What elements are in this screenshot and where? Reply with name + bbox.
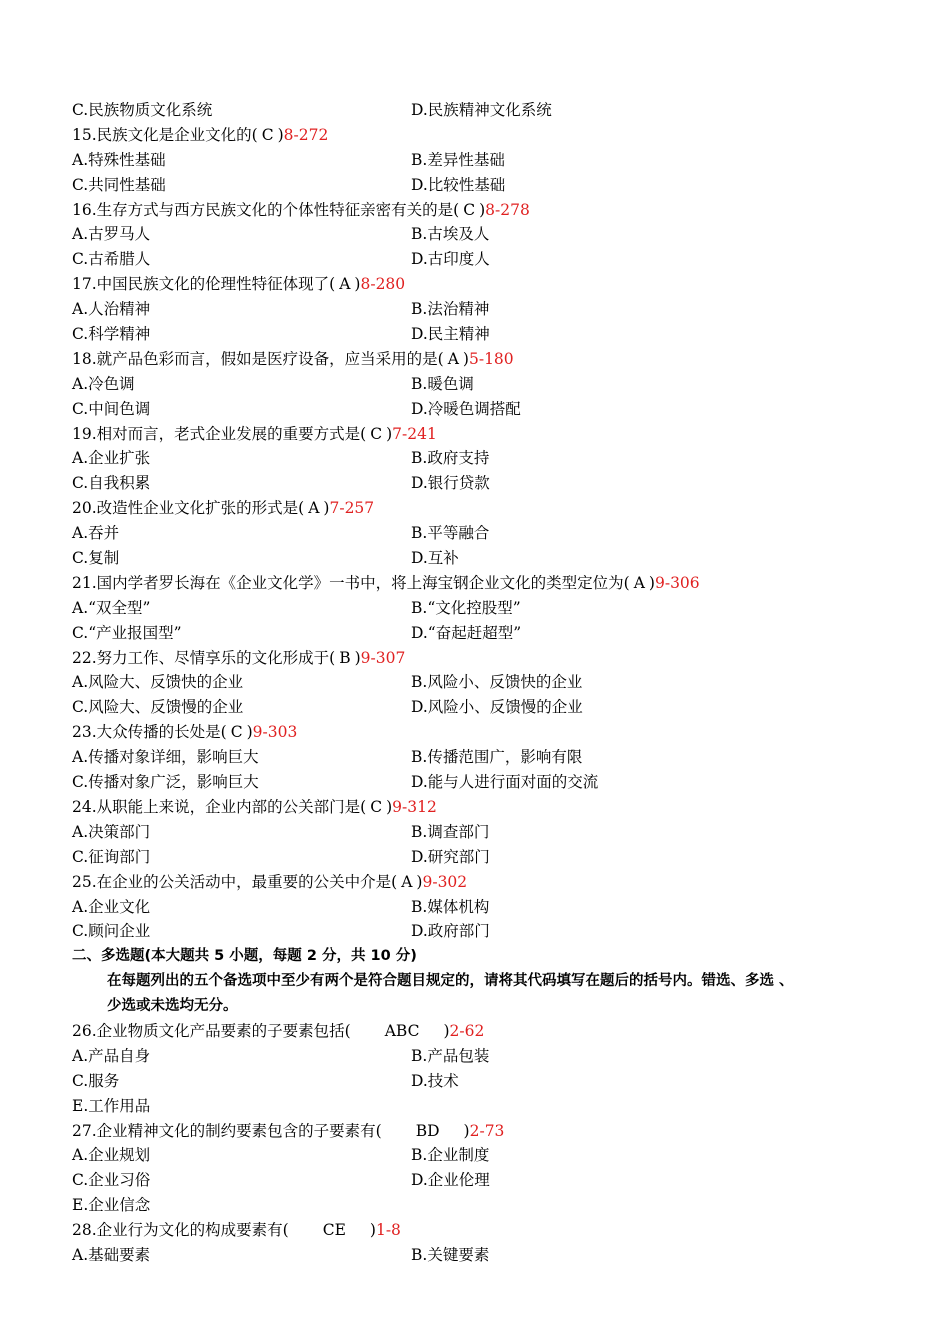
page-reference: 5-180 <box>468 349 514 368</box>
option-right: B.法治精神 <box>411 300 490 319</box>
option-right: D.能与人进行面对面的交流 <box>411 773 599 792</box>
question-line <box>72 646 902 671</box>
option-row <box>72 1069 902 1094</box>
option-row <box>72 1168 902 1193</box>
option-row <box>72 695 902 720</box>
close-paren: ) <box>416 872 423 891</box>
option-right: D.风险小、反馈慢的企业 <box>411 698 583 717</box>
exam-document <box>72 98 902 1268</box>
option-left: A.冷色调 <box>72 374 135 393</box>
close-paren: ) <box>479 200 486 219</box>
option-row <box>72 148 902 173</box>
option-row <box>72 247 902 272</box>
option-row <box>72 297 902 322</box>
option-left: C.风险大、反馈慢的企业 <box>72 698 244 717</box>
option-right: D.银行贷款 <box>411 474 490 493</box>
option-left: C.传播对象广泛，影响巨大 <box>72 773 259 792</box>
option-left: A.企业文化 <box>72 897 151 916</box>
question-line <box>72 1119 902 1144</box>
option-row <box>72 621 902 646</box>
option-right: B.政府支持 <box>411 449 490 468</box>
answer-text: A <box>401 872 413 891</box>
question-line <box>72 720 902 745</box>
option-right: B.古埃及人 <box>411 225 490 244</box>
answer-text: A <box>308 499 320 518</box>
question-text: 19.相对而言，老式企业发展的重要方式是( <box>72 424 367 443</box>
option-right: D.政府部门 <box>411 922 490 941</box>
option-left: E.企业信念 <box>72 1196 151 1215</box>
option-left: C.征询部门 <box>72 847 151 866</box>
option-left: A.企业规划 <box>72 1146 151 1165</box>
option-row <box>72 845 902 870</box>
close-paren: ) <box>369 1221 376 1240</box>
option-row <box>72 322 902 347</box>
option-row <box>72 446 902 471</box>
close-paren: ) <box>463 1121 470 1140</box>
question-line <box>72 1019 902 1044</box>
answer-text: C <box>370 797 383 816</box>
question-text: 24.从职能上来说，企业内部的公关部门是( <box>72 797 367 816</box>
option-row <box>72 1243 902 1268</box>
option-left: A.基础要素 <box>72 1245 151 1264</box>
option-row <box>72 1094 902 1119</box>
option-row <box>72 372 902 397</box>
option-left: C.复制 <box>72 549 120 568</box>
option-left: A.人治精神 <box>72 300 151 319</box>
close-paren: ) <box>354 648 361 667</box>
option-right: B.传播范围广，影响有限 <box>411 748 583 767</box>
option-right: B.“文化控股型” <box>411 598 521 617</box>
option-right: D.民主精神 <box>411 325 490 344</box>
question-line <box>72 347 902 372</box>
close-paren: ) <box>648 573 655 592</box>
question-text: 25.在企业的公关活动中，最重要的公关中介是( <box>72 872 398 891</box>
option-row <box>72 820 902 845</box>
option-row <box>72 1044 902 1069</box>
question-text: 28.企业行为文化的构成要素有( <box>72 1221 289 1240</box>
question-text: 18.就产品色彩而言，假如是医疗设备，应当采用的是( <box>72 349 444 368</box>
option-left: A.古罗马人 <box>72 225 151 244</box>
close-paren: ) <box>462 349 469 368</box>
question-text: 26.企业物质文化产品要素的子要素包括( <box>72 1021 351 1040</box>
answer-text: C <box>370 424 383 443</box>
option-right: D.比较性基础 <box>411 175 506 194</box>
answer-text: CE <box>322 1221 346 1240</box>
option-right: B.平等融合 <box>411 524 490 543</box>
option-right: B.调查部门 <box>411 822 490 841</box>
question-line <box>72 1218 902 1243</box>
page-reference: 9-306 <box>654 573 700 592</box>
question-text: 15.民族文化是企业文化的( <box>72 125 258 144</box>
option-right: D.研究部门 <box>411 847 490 866</box>
option-left: A.风险大、反馈快的企业 <box>72 673 244 692</box>
option-left: A.产品自身 <box>72 1046 151 1065</box>
option-row <box>72 521 902 546</box>
answer-text: ABC <box>384 1021 420 1040</box>
page-reference: 8-280 <box>360 275 406 294</box>
option-row <box>72 1193 902 1218</box>
question-line <box>72 496 902 521</box>
option-left: A.传播对象详细，影响巨大 <box>72 748 259 767</box>
close-paren: ) <box>354 275 361 294</box>
option-left: C.自我积累 <box>72 474 151 493</box>
section-heading: 二、多选题(本大题共 5 小题，每题 2 分，共 10 分) <box>72 948 417 965</box>
answer-text: A <box>339 275 351 294</box>
question-text: 16.生存方式与西方民族文化的个体性特征亲密有关的是( <box>72 200 460 219</box>
option-right: D.技术 <box>411 1071 459 1090</box>
option-right: D.互补 <box>411 549 459 568</box>
option-left: E.工作用品 <box>72 1096 151 1115</box>
page-reference: 9-302 <box>422 872 468 891</box>
option-row <box>72 670 902 695</box>
section-instruction: 在每题列出的五个备选项中至少有两个是符合题目规定的，请将其代码填写在题后的括号内。错选、多选 、 <box>107 973 794 990</box>
option-row <box>72 471 902 496</box>
option-right: B.媒体机构 <box>411 897 490 916</box>
answer-text: C <box>261 125 274 144</box>
option-right: D.民族精神文化系统 <box>411 101 552 119</box>
question-line <box>72 795 902 820</box>
option-right: D.企业伦理 <box>411 1171 490 1190</box>
page-reference: 9-307 <box>360 648 406 667</box>
section-instruction: 少选或未选均无分。 <box>107 998 238 1015</box>
question-line <box>72 422 902 447</box>
option-left: C.共同性基础 <box>72 175 166 194</box>
option-left: C.科学精神 <box>72 325 151 344</box>
question-text: 21.国内学者罗长海在《企业文化学》一书中，将上海宝钢企业文化的类型定位为( <box>72 573 630 592</box>
option-row <box>72 919 902 944</box>
option-left: C.服务 <box>72 1071 120 1090</box>
question-text: 20.改造性企业文化扩张的形式是( <box>72 499 305 518</box>
option-left: C.“产业报国型” <box>72 623 182 642</box>
page-reference: 9-303 <box>252 723 298 742</box>
option-left: A.“双全型” <box>72 598 151 617</box>
close-paren: ) <box>443 1021 450 1040</box>
page-reference: 7-241 <box>392 424 437 443</box>
page-reference: 8-278 <box>485 200 530 219</box>
option-right: B.产品包装 <box>411 1046 490 1065</box>
option-row <box>72 596 902 621</box>
page-reference: 1-8 <box>375 1221 401 1240</box>
option-row <box>72 546 902 571</box>
option-left: C.古希腊人 <box>72 250 151 269</box>
question-text: 27.企业精神文化的制约要素包含的子要素有( <box>72 1121 382 1140</box>
question-line <box>72 272 902 297</box>
option-right: B.暖色调 <box>411 374 474 393</box>
question-text: 22.努力工作、尽情享乐的文化形成于( <box>72 648 336 667</box>
answer-text: A <box>633 573 645 592</box>
answer-text: C <box>230 723 243 742</box>
page-reference: 9-312 <box>392 797 437 816</box>
option-right: D.冷暖色调搭配 <box>411 399 521 418</box>
option-row <box>72 397 902 422</box>
page-reference: 8-272 <box>283 125 329 144</box>
close-paren: ) <box>386 424 393 443</box>
option-row <box>72 745 902 770</box>
close-paren: ) <box>386 797 393 816</box>
option-left: C.民族物质文化系统 <box>72 101 213 119</box>
page-reference: 2-62 <box>449 1021 485 1040</box>
option-right: B.风险小、反馈快的企业 <box>411 673 583 692</box>
option-row <box>72 895 902 920</box>
close-paren: ) <box>277 125 284 144</box>
answer-text: B <box>339 648 351 667</box>
question-line <box>72 870 902 895</box>
question-line <box>72 123 902 148</box>
close-paren: ) <box>323 499 330 518</box>
question-line <box>72 571 902 596</box>
option-right: D.“奋起赶超型” <box>411 623 522 642</box>
option-row <box>72 222 902 247</box>
option-right: D.古印度人 <box>411 250 490 269</box>
answer-text: C <box>463 200 476 219</box>
close-paren: ) <box>246 723 253 742</box>
option-left: C.企业习俗 <box>72 1171 151 1190</box>
answer-text: BD <box>415 1121 440 1140</box>
option-row <box>72 770 902 795</box>
question-line <box>72 198 902 223</box>
option-row <box>72 1143 902 1168</box>
page-reference: 7-257 <box>329 499 375 518</box>
question-text: 17.中国民族文化的伦理性特征体现了( <box>72 275 336 294</box>
option-left: C.中间色调 <box>72 399 151 418</box>
question-text: 23.大众传播的长处是( <box>72 723 227 742</box>
option-left: A.决策部门 <box>72 822 151 841</box>
option-left: A.企业扩张 <box>72 449 151 468</box>
option-right: B.关键要素 <box>411 1245 490 1264</box>
option-right: B.差异性基础 <box>411 150 505 169</box>
option-left: C.顾问企业 <box>72 922 151 941</box>
option-row <box>72 173 902 198</box>
option-row <box>72 98 902 123</box>
answer-text: A <box>447 349 459 368</box>
option-right: B.企业制度 <box>411 1146 490 1165</box>
option-left: A.特殊性基础 <box>72 150 166 169</box>
option-left: A.吞并 <box>72 524 120 543</box>
page-reference: 2-73 <box>469 1121 505 1140</box>
